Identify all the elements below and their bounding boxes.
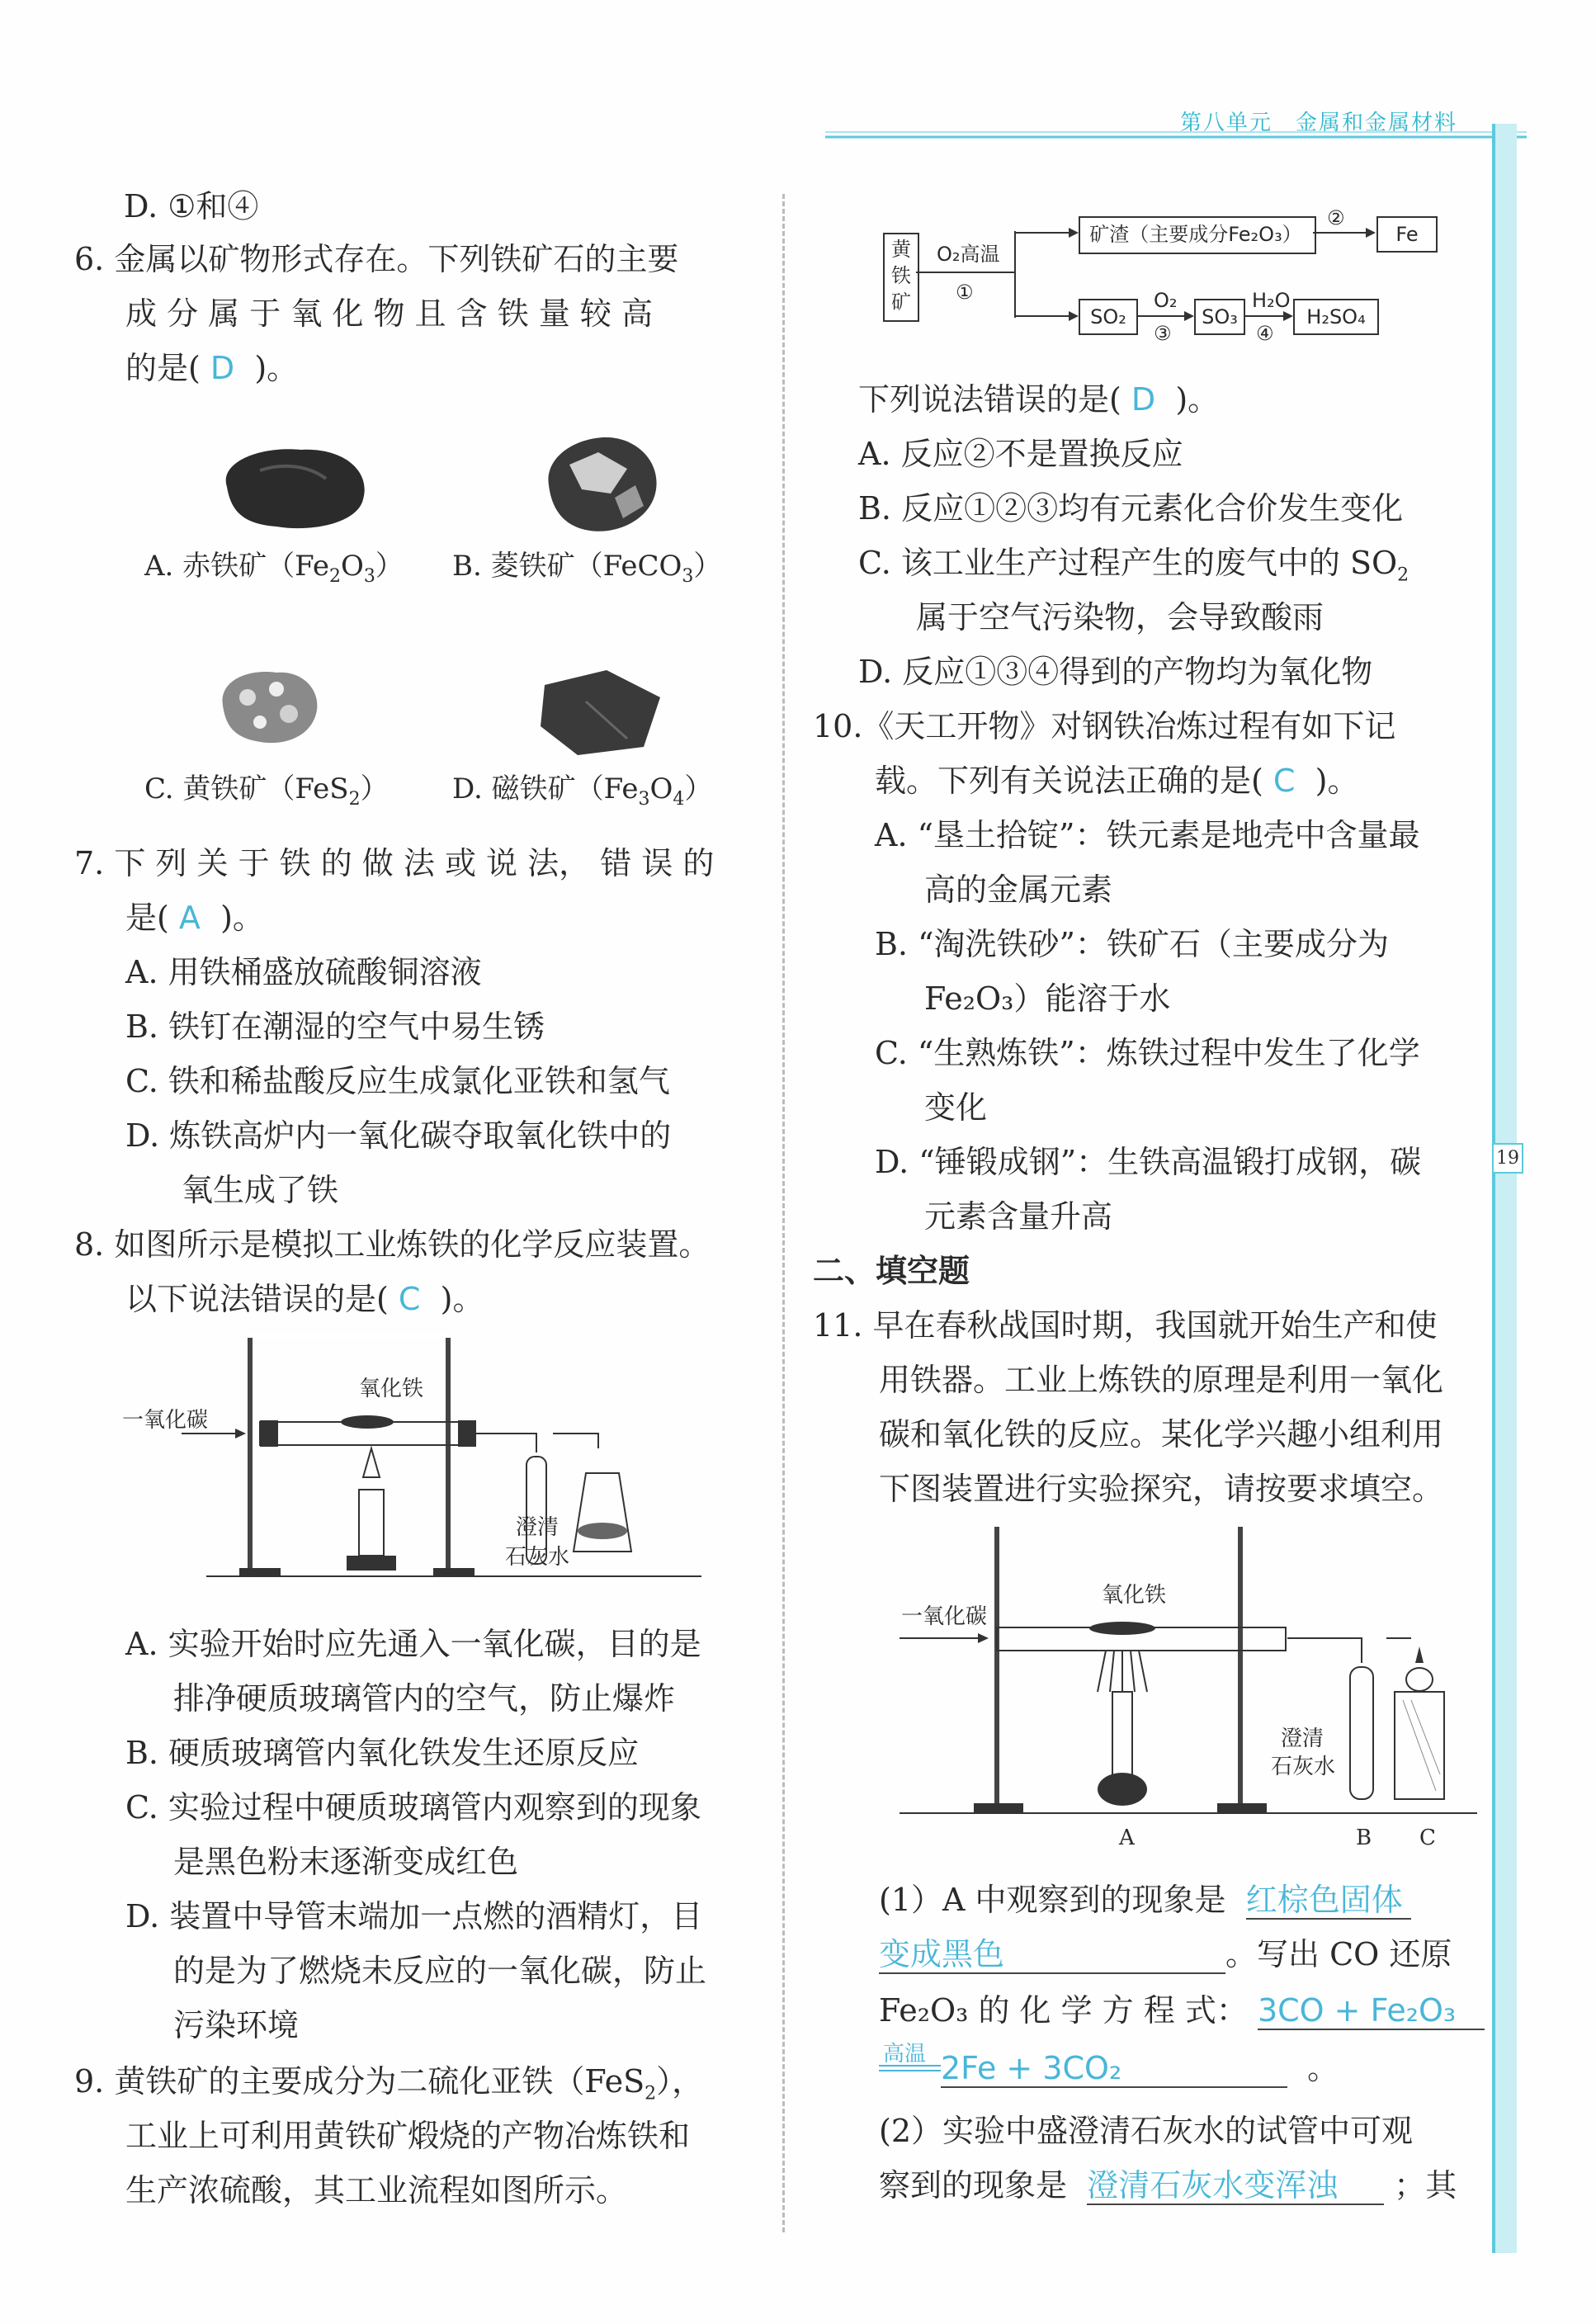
- q10-option-c-cont: 变化: [924, 1089, 988, 1126]
- q9-option-c-cont: 属于空气污染物，会导致酸雨: [916, 599, 1324, 635]
- q8-line1: 8. 如图所示是模拟工业炼铁的化学反应装置。: [74, 1226, 711, 1263]
- header-title: 第八单元 金属和金属材料: [1180, 111, 1458, 135]
- ore-siderite-image: [536, 427, 668, 543]
- q9-line1: 9. 黄铁矿的主要成分为二硫化亚铁（FeS$_2$），: [74, 2063, 704, 2104]
- flow-h2so4: H₂SO₄: [1293, 299, 1379, 335]
- q10-option-a-cont: 高的金属元素: [924, 872, 1113, 908]
- flow-so2: SO₂: [1079, 299, 1138, 335]
- q8-option-a-cont: 排净硬质玻璃管内的空气，防止爆炸: [173, 1680, 676, 1717]
- flow-step3: ③: [1154, 322, 1172, 345]
- q11-p1-answer1: 红棕色固体: [1246, 1882, 1411, 1920]
- ore-hematite-image: [210, 437, 375, 536]
- q11-label-b: B: [1356, 1826, 1372, 1850]
- flow-so3: SO₃: [1194, 299, 1245, 335]
- ore-magnetite-image: [528, 660, 668, 759]
- equals-sign-icon: [879, 2063, 945, 2073]
- q11-line4: 下图装置进行实验探究，请按要求填空。: [879, 1471, 1444, 1507]
- q8-line2: 以下说法错误的是( C )。: [125, 1281, 484, 1317]
- ore-d-label: D. 磁铁矿$(Fe_3O_4)$: [452, 772, 713, 810]
- q8-option-d-cont1: 的是为了燃烧未反应的一氧化碳，防止: [173, 1953, 707, 1989]
- q9-answer: D: [1131, 381, 1156, 418]
- q7-line1: 7. 下 列 关 于 铁 的 做 法 或 说 法， 错 误 的: [74, 845, 715, 881]
- q11-p2-line2: 察到的现象是 澄清石灰水变浑浊 ；其: [879, 2167, 1457, 2204]
- q11-label-a: A: [1119, 1826, 1135, 1850]
- q10-answer: C: [1273, 763, 1296, 799]
- flow-ore-box: 黄铁矿: [883, 233, 919, 322]
- side-bar: [1492, 124, 1517, 2253]
- flow-slag: 矿渣（主要成分Fe₂O₃）: [1079, 218, 1313, 251]
- flow-fe: Fe: [1376, 216, 1438, 253]
- q11-label-lime2: 石灰水: [1271, 1755, 1336, 1779]
- q8-option-c-cont: 是黑色粉末逐渐变成红色: [173, 1844, 519, 1880]
- q11-p2-answer: 澄清石灰水变浑浊: [1087, 2167, 1384, 2205]
- q7-line2: 是( A )。: [125, 900, 264, 936]
- q7-option-d-cont: 氧生成了铁: [182, 1172, 339, 1208]
- q8-option-a: A. 实验开始时应先通入一氧化碳，目的是: [125, 1626, 701, 1662]
- q10-option-d-cont: 元素含量升高: [924, 1198, 1113, 1235]
- q6-line1: 6. 金属以矿物形式存在。下列铁矿石的主要: [74, 241, 679, 277]
- ore-pyrite-image: [210, 660, 326, 751]
- flow-h2o: H₂O: [1252, 289, 1291, 312]
- q9-stem: 下列说法错误的是( D )。: [858, 381, 1220, 418]
- flow-step1: ①: [956, 281, 974, 304]
- q11-p1-line3: Fe₂O₃ 的 化 学 方 程 式： 3CO + Fe₂O₃: [879, 1992, 1485, 2030]
- q8-label-lime2: 石灰水: [505, 1545, 570, 1570]
- ore-c-label: C. 黄铁矿（FeS$_2$）: [144, 772, 389, 810]
- q9-option-a: A. 反应②不是置换反应: [858, 436, 1183, 472]
- ore-a-label: A. 赤铁矿$(Fe_2O_3)$: [144, 550, 404, 587]
- q9-option-b: B. 反应①②③均有元素化合价发生变化: [858, 490, 1404, 527]
- q8-label-fe2o3: 氧化铁: [359, 1377, 424, 1401]
- q11-line1: 11. 早在春秋战国时期，我国就开始生产和使: [813, 1307, 1438, 1344]
- q10-option-d: D. “锤锻成钢”：生铁高温锻打成钢，碳: [875, 1144, 1422, 1180]
- q7-option-b: B. 铁钉在潮湿的空气中易生锈: [125, 1008, 545, 1045]
- q11-p1-line2: 变成黑色 。写出 CO 还原: [879, 1936, 1452, 1972]
- q11-label-lime1: 澄清: [1281, 1726, 1324, 1751]
- q11-apparatus-diagram: [900, 1527, 1477, 1832]
- q6-line3: 的是( D )。: [125, 350, 299, 386]
- q8-answer: C: [398, 1281, 421, 1317]
- q10-option-a: A. “垦土拾锭”：铁元素是地壳中含量最: [875, 817, 1420, 853]
- flow-o2: O₂: [1154, 289, 1178, 312]
- q8-option-c: C. 实验过程中硬质玻璃管内观察到的现象: [125, 1789, 701, 1826]
- q6-line2: 成 分 属 于 氧 化 物 且 含 铁 量 较 高: [125, 295, 653, 332]
- flow-step4: ④: [1256, 322, 1274, 345]
- q7-option-d: D. 炼铁高炉内一氧化碳夺取氧化铁中的: [125, 1117, 672, 1154]
- q8-option-b: B. 硬质玻璃管内氧化铁发生还原反应: [125, 1735, 640, 1771]
- section-title: 二、填空题: [813, 1253, 970, 1289]
- flow-slag-frame: [1079, 216, 1316, 254]
- q11-p2-line1: (2）实验中盛澄清石灰水的试管中可观: [879, 2113, 1414, 2149]
- q9-option-c: C. 该工业生产过程产生的废气中的 $SO_2$: [858, 545, 1409, 586]
- flow-cond1: O₂高温: [937, 243, 1000, 266]
- q8-option-d: D. 装置中导管末端加一点燃的酒精灯，目: [125, 1898, 703, 1934]
- q6-answer: D: [210, 350, 235, 386]
- q8-label-lime1: 澄清: [516, 1515, 560, 1540]
- column-divider: [782, 194, 785, 2232]
- q11-p1-eq-product: 2Fe + 3CO₂: [941, 2050, 1287, 2088]
- q8-option-d-cont2: 污染环境: [173, 2007, 300, 2043]
- q10-option-b-cont: Fe₂O₃）能溶于水: [924, 980, 1171, 1017]
- q11-p1-eq-condition: 高温: [883, 2042, 927, 2067]
- q10-line1: 10.《天工开物》对钢铁冶炼过程有如下记: [813, 708, 1396, 744]
- q8-label-co: 一氧化碳: [122, 1408, 209, 1433]
- q10-option-c: C. “生熟炼铁”：炼铁过程中发生了化学: [875, 1035, 1420, 1071]
- q11-line3: 碳和氧化铁的反应。某化学兴趣小组利用: [879, 1416, 1444, 1452]
- q11-p1-eq-answer: 3CO + Fe₂O₃: [1258, 1992, 1485, 2030]
- q11-label-fe2o3: 氧化铁: [1102, 1583, 1167, 1608]
- q10-line2: 载。下列有关说法正确的是( C )。: [875, 763, 1359, 799]
- q11-p1-answer2: 变成黑色: [879, 1936, 1225, 1974]
- q9-line3: 生产浓硫酸，其工业流程如图所示。: [125, 2172, 628, 2208]
- q9-option-d: D. 反应①③④得到的产物均为氧化物: [858, 654, 1373, 690]
- q11-label-c: C: [1419, 1826, 1436, 1850]
- q11-p1-line1: (1）A 中观察到的现象是 红棕色固体: [879, 1882, 1411, 1920]
- q10-option-b: B. “淘洗铁砂”：铁矿石（主要成分为: [875, 926, 1389, 962]
- q7-option-a: A. 用铁桶盛放硫酸铜溶液: [125, 954, 482, 990]
- q7-answer: A: [178, 900, 201, 936]
- ore-b-label: B. 菱铁矿（FeCO$_3$）: [452, 550, 722, 587]
- q11-line2: 用铁器。工业上炼铁的原理是利用一氧化: [879, 1362, 1444, 1398]
- q7-option-c: C. 铁和稀盐酸反应生成氯化亚铁和氢气: [125, 1063, 670, 1099]
- flow-step2: ②: [1327, 206, 1345, 229]
- q11-p1-line4: 2Fe + 3CO₂ 。: [941, 2050, 1339, 2086]
- q9-line2: 工业上可利用黄铁矿煅烧的产物冶炼铁和: [125, 2118, 691, 2154]
- page-number: 19: [1492, 1143, 1523, 1174]
- q11-label-co: 一氧化碳: [901, 1604, 988, 1629]
- q5-option-d: D. ①和④: [124, 188, 259, 224]
